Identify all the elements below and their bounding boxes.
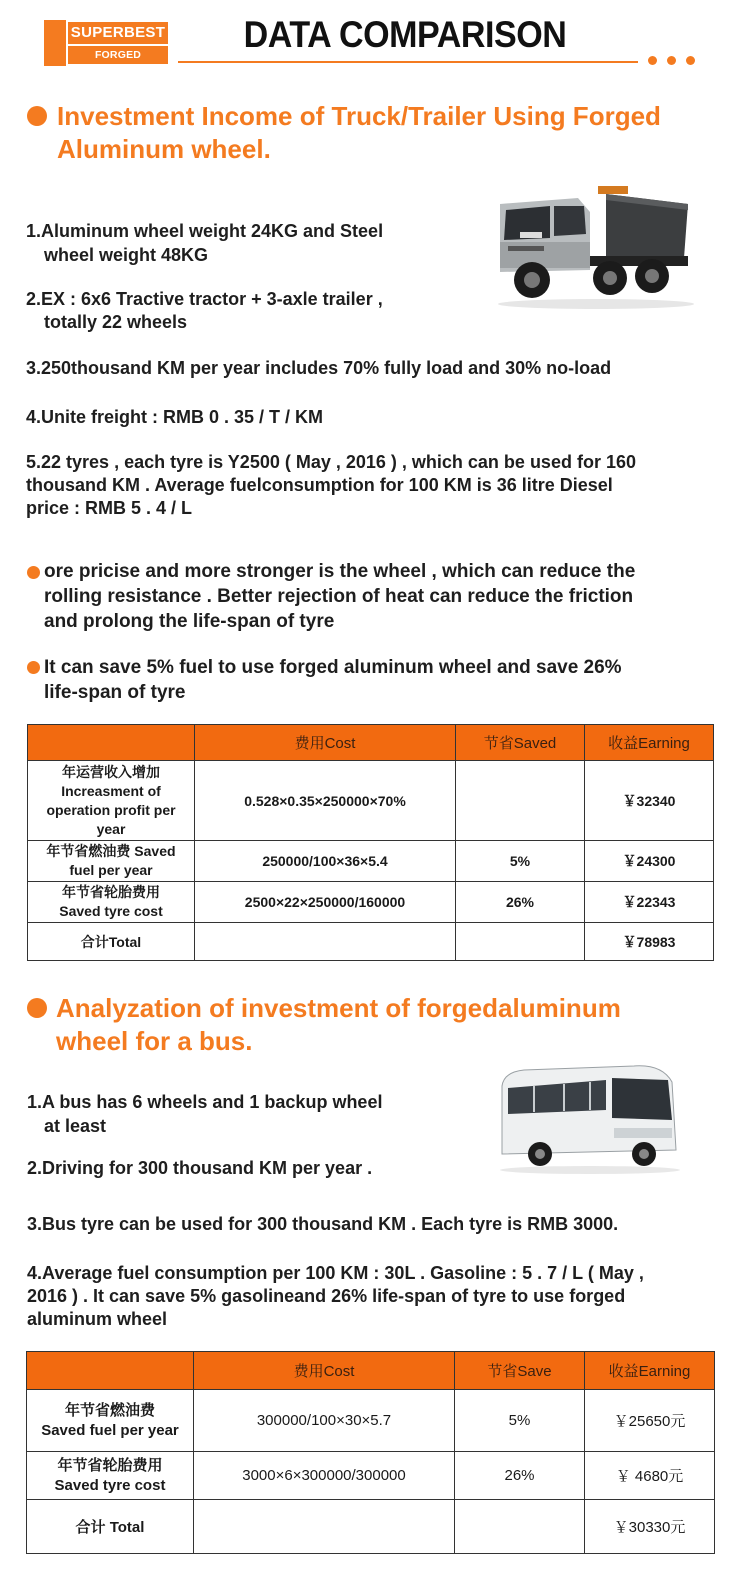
label-line: Saved tyre cost [54, 1476, 166, 1494]
row-label: 合计Total [28, 923, 195, 961]
row-label: 合计 Total [27, 1500, 194, 1554]
section1-heading-line1: Investment Income of Truck/Trailer Using Forged [57, 101, 661, 131]
logo-line2: FORGED ALUMINUM [68, 46, 168, 64]
label-line: Saved tyre cost [59, 903, 163, 919]
earning-cell: ￥32340 [585, 761, 714, 841]
table-header-cell: 费用Cost [195, 725, 456, 761]
decor-dot [648, 56, 657, 65]
cost-cell: 250000/100×36×5.4 [195, 841, 456, 882]
cost-cell [195, 923, 456, 961]
cost-cell: 2500×22×250000/160000 [195, 882, 456, 923]
label-line: Saved fuel per year [41, 1421, 179, 1439]
label-line: 年运营收入增加 [62, 763, 160, 780]
label-line: year [96, 820, 126, 837]
saved-cell: 5% [455, 1390, 585, 1452]
s2-item4-line1: 4.Average fuel consumption per 100 KM : 30L . Gasoline : 5 . 7 / L ( May , [27, 1263, 644, 1283]
s2-item3: 3.Bus tyre can be used for 300 thousand KM . Each tyre is RMB 3000. [27, 1214, 619, 1234]
label-line: fuel per year [69, 862, 153, 878]
label-line: 年节省燃油费 [64, 1401, 155, 1419]
table-header-cell [27, 1352, 194, 1390]
s2-item1-line1: 1.A bus has 6 wheels and 1 backup wheel [27, 1092, 383, 1112]
earning-cell: ￥24300 [585, 841, 714, 882]
brand-logo [44, 20, 168, 79]
row-label [27, 1452, 194, 1500]
section-bullet [27, 106, 47, 126]
table-total-row [27, 1500, 715, 1554]
s1-item1-line1: 1.Aluminum wheel weight 24KG and Steel [26, 221, 384, 241]
saved-cell: 5% [456, 841, 585, 882]
s1-item5-line2: thousand KM . Average fuelconsumption for 100 KM is 36 litre Diesel [26, 475, 613, 495]
row-label [28, 761, 195, 841]
note-bullet [27, 661, 40, 674]
saved-cell [456, 761, 585, 841]
earning-cell: ￥78983 [585, 923, 714, 961]
row-label [27, 1390, 194, 1452]
table-row [28, 882, 714, 923]
table-header-cell: 节省Saved [456, 725, 585, 761]
page-title: DATA COMPARISON [243, 14, 567, 55]
s1-item5-line3: price : RMB 5 . 4 / L [26, 498, 193, 518]
cost-cell [194, 1500, 455, 1554]
s1-note1-line1: ore pricise and more stronger is the wheel , which can reduce the [44, 561, 636, 582]
table-header-cell [28, 725, 195, 761]
saved-cell [456, 923, 585, 961]
table-header-cell: 收益Earning [585, 725, 714, 761]
decor-dot [667, 56, 676, 65]
section2-heading-line2: wheel for a bus. [56, 1026, 253, 1056]
s1-item5-line1: 5.22 tyres , each tyre is Y2500 ( May , 2016 ) , which can be used for 160 [26, 452, 636, 472]
saved-cell: 26% [455, 1452, 585, 1500]
row-label [28, 841, 195, 882]
s1-note2-line1: It can save 5% fuel to use forged aluminum wheel and save 26% [44, 657, 622, 678]
table-row [28, 841, 714, 882]
s1-item1-line2: wheel weight 48KG [44, 245, 209, 265]
truck-image [488, 172, 698, 312]
note-bullet [27, 566, 40, 579]
section-bullet [27, 998, 47, 1018]
bus-image [494, 1058, 694, 1178]
earning-cell: ￥ 4680元 [585, 1452, 715, 1500]
row-label [28, 882, 195, 923]
saved-cell [455, 1500, 585, 1554]
table-row [28, 761, 714, 841]
label-line: 年节省轮胎费用 [62, 884, 160, 900]
saved-cell: 26% [456, 882, 585, 923]
s1-note1-line3: and prolong the life-span of tyre [44, 611, 335, 632]
table-total-row [28, 923, 714, 961]
bus-earnings-table [26, 1351, 715, 1554]
earning-cell: ￥25650元 [585, 1390, 715, 1452]
s2-item2: 2.Driving for 300 thousand KM per year . [27, 1158, 373, 1178]
table-row [27, 1452, 715, 1500]
cost-cell: 0.528×0.35×250000×70% [195, 761, 456, 841]
s2-item1-line2: at least [44, 1116, 107, 1136]
cost-cell: 300000/100×30×5.7 [194, 1390, 455, 1452]
s1-note2-line2: life-span of tyre [44, 682, 186, 703]
table-header-row [27, 1352, 715, 1390]
s1-item4: 4.Unite freight : RMB 0 . 35 / T / KM [26, 407, 324, 427]
s1-item2-line2: totally 22 wheels [44, 312, 188, 332]
earning-cell: ￥30330元 [585, 1500, 715, 1554]
cost-cell: 3000×6×300000/300000 [194, 1452, 455, 1500]
s2-item4-line3: aluminum wheel [27, 1309, 168, 1329]
section2-heading-line1: Analyzation of investment of forgedaluminum [56, 993, 621, 1023]
table-header-row [28, 725, 714, 761]
label-line: Increasment of [61, 782, 161, 799]
logo-f-mark [44, 20, 66, 66]
label-line: 年节省燃油费 Saved [46, 843, 176, 859]
label-line: 年节省轮胎费用 [57, 1456, 163, 1474]
decor-dot [686, 56, 695, 65]
section1-heading-line2: Aluminum wheel. [57, 134, 271, 164]
logo-line1: SUPERBEST [68, 22, 168, 44]
earning-cell: ￥22343 [585, 882, 714, 923]
table-header-cell: 收益Earning [585, 1352, 715, 1390]
truck-earnings-table [27, 724, 714, 961]
label-line: operation profit per [46, 801, 176, 818]
table-row [27, 1390, 715, 1452]
s1-item3: 3.250thousand KM per year includes 70% fully load and 30% no-load [26, 358, 612, 378]
title-underline [178, 61, 638, 63]
s1-note1-line2: rolling resistance . Better rejection of heat can reduce the friction [44, 586, 634, 607]
table-header-cell: 费用Cost [194, 1352, 455, 1390]
s1-item2-line1: 2.EX : 6x6 Tractive tractor + 3-axle trailer , [26, 289, 383, 309]
s2-item4-line2: 2016 ) . It can save 5% gasolineand 26% life-span of tyre to use forged [27, 1286, 626, 1306]
table-header-cell: 节省Save [455, 1352, 585, 1390]
